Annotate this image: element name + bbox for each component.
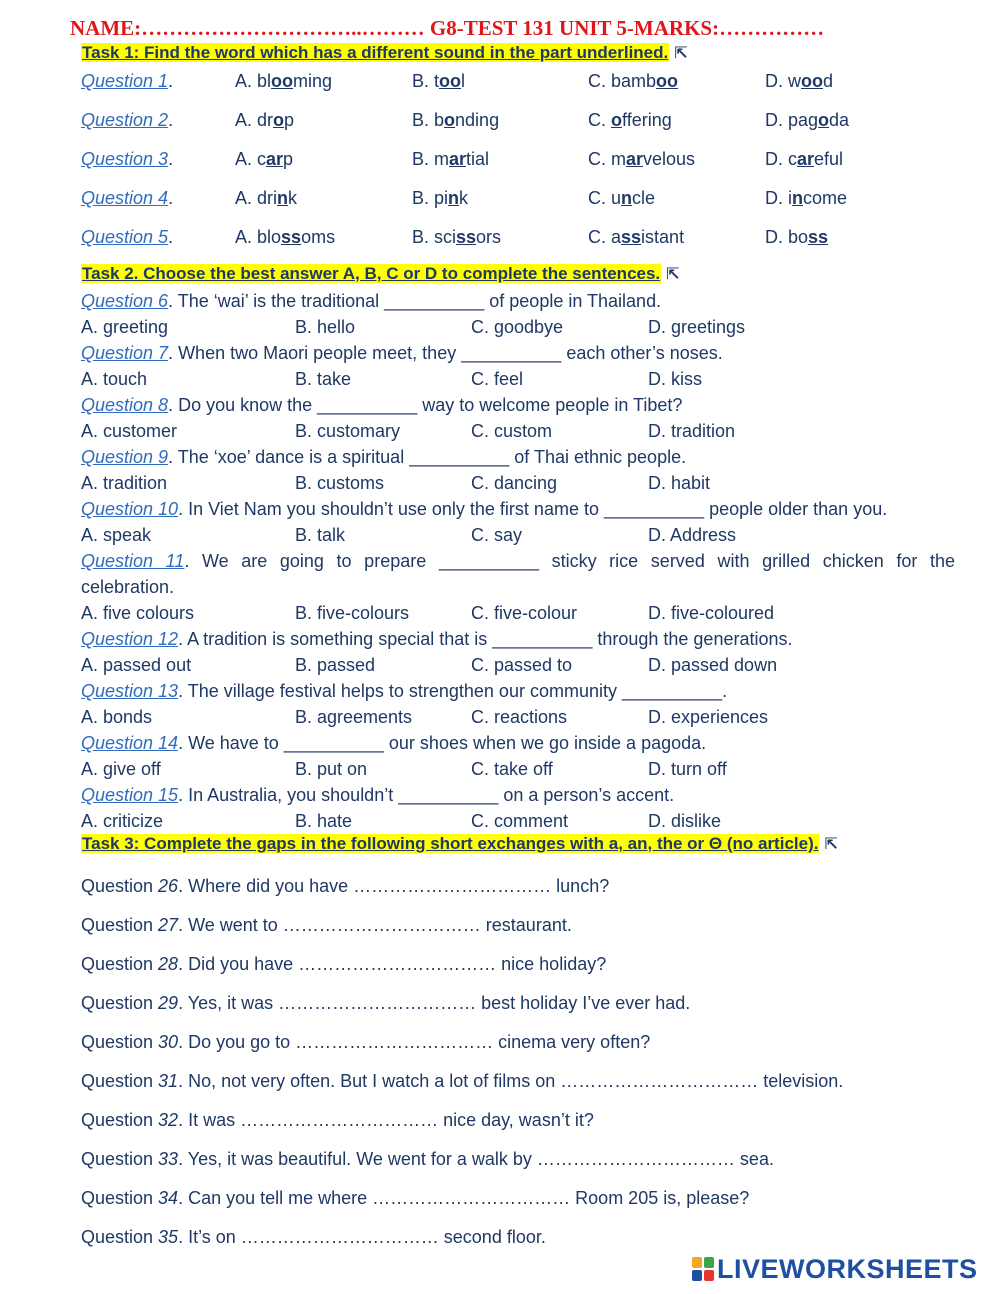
question-label[interactable]: Question 14 (81, 733, 179, 753)
question-label[interactable]: Question 8 (81, 395, 169, 415)
task3-title (81, 834, 838, 854)
answer-option[interactable]: D. five-coloured (648, 603, 775, 623)
answer-option[interactable]: C. custom (471, 421, 553, 441)
question-stem (81, 782, 674, 808)
underlined-sound: o (273, 110, 285, 130)
underlined-sound: ss (808, 227, 829, 247)
answer-option[interactable]: C. passed to (471, 655, 573, 675)
question-number: 28 (158, 954, 179, 974)
answer-options (81, 704, 955, 730)
answer-options (81, 522, 955, 548)
question-row (81, 69, 955, 93)
question-row (81, 225, 955, 249)
gap-fill-item[interactable]: Question 30. Do you go to …………………………… cinema very often? (81, 1032, 651, 1052)
answer-option[interactable]: C. bamboo (588, 71, 679, 91)
question-number: 30 (158, 1032, 179, 1052)
back-arrow-icon[interactable]: ⇱ (674, 45, 688, 62)
answer-option[interactable]: A. speak (81, 525, 152, 545)
logo-square-3 (692, 1270, 702, 1281)
answer-option[interactable]: B. passed (295, 655, 376, 675)
question-number: 33 (158, 1149, 179, 1169)
question-number: 29 (158, 993, 179, 1013)
answer-option[interactable]: C. take off (471, 759, 553, 779)
question-number: 31 (158, 1071, 179, 1091)
underlined-sound: o (444, 110, 456, 130)
answer-option[interactable]: A. give off (81, 759, 161, 779)
back-arrow-icon[interactable]: ⇱ (824, 836, 838, 853)
underlined-sound: ar (797, 149, 815, 169)
answer-option[interactable]: C. comment (471, 811, 569, 831)
task2-title (81, 264, 680, 284)
underlined-sound: n (448, 188, 460, 208)
answer-option[interactable]: C. marvelous (588, 149, 696, 169)
question-label[interactable]: Question 9 (81, 447, 169, 467)
question-label[interactable]: Question 15 (81, 785, 179, 805)
answer-options (81, 652, 955, 678)
answer-option[interactable]: A. customer (81, 421, 178, 441)
question-stem (81, 548, 955, 574)
question-link[interactable]: Question 5. (81, 227, 174, 247)
answer-options (81, 418, 955, 444)
answer-options (81, 314, 955, 340)
answer-option[interactable]: D. income (765, 188, 848, 208)
answer-options (81, 366, 955, 392)
question-text: . In Viet Nam you shouldn’t use only the first name to __________ people older than you. (178, 499, 888, 519)
answer-option[interactable]: A. five colours (81, 603, 195, 623)
underlined-sound: ar (449, 149, 467, 169)
answer-option[interactable]: B. put on (295, 759, 368, 779)
answer-option[interactable]: A. touch (81, 369, 148, 389)
answer-option[interactable]: B. hello (295, 317, 356, 337)
underlined-sound: oo (271, 71, 294, 91)
answer-option[interactable]: D. Address (648, 525, 737, 545)
question-label[interactable]: Question 11 (81, 551, 185, 571)
question-text: . When two Maori people meet, they __________ each other’s noses. (168, 343, 723, 363)
question-number: 35 (158, 1227, 179, 1247)
answer-option[interactable]: C. feel (471, 369, 524, 389)
answer-option[interactable]: D. greetings (648, 317, 746, 337)
question-text: . A tradition is something special that is __________ through the generations. (178, 629, 793, 649)
answer-option[interactable]: D. wood (765, 71, 834, 91)
question-stem (81, 288, 661, 314)
logo-square-4 (704, 1270, 714, 1281)
underlined-sound: ss (281, 227, 302, 247)
gap-fill-item[interactable]: Question 27. We went to …………………………… restaurant. (81, 915, 572, 935)
question-row (81, 186, 955, 210)
question-label[interactable]: Question 4 (81, 188, 169, 208)
answer-option[interactable]: B. take (295, 369, 352, 389)
gap-fill-item[interactable]: Question 29. Yes, it was …………………………… best holiday I’ve ever had. (81, 993, 691, 1013)
liveworksheets-logo[interactable] (692, 1254, 978, 1284)
question-text: . The village festival helps to strengthen our community __________. (178, 681, 728, 701)
answer-option[interactable]: B. tool (412, 71, 466, 91)
answer-option[interactable]: B. agreements (295, 707, 413, 727)
answer-option[interactable]: C. reactions (471, 707, 568, 727)
gap-fill-item[interactable]: Question 33. Yes, it was beautiful. We went for a walk by …………………………… sea. (81, 1149, 774, 1169)
question-label[interactable]: Question 5 (81, 227, 169, 247)
task2-title-text: Task 2. Choose the best answer A, B, C or D to complete the sentences. (82, 264, 661, 283)
question-number: 32 (158, 1110, 179, 1130)
answer-option[interactable]: D. dislike (648, 811, 722, 831)
answer-option[interactable]: C. five-colour (471, 603, 578, 623)
question-label[interactable]: Question 6 (81, 291, 169, 311)
answer-option[interactable]: B. five-colours (295, 603, 410, 623)
question-label[interactable]: Question 3 (81, 149, 169, 169)
answer-option[interactable]: D. careful (765, 149, 844, 169)
underlined-sound: ar (626, 149, 644, 169)
answer-option[interactable]: D. habit (648, 473, 711, 493)
answer-option[interactable]: A. greeting (81, 317, 169, 337)
question-label[interactable]: Question 12 (81, 629, 179, 649)
answer-option[interactable]: D. turn off (648, 759, 727, 779)
liveworksheets-logo-icon (692, 1257, 714, 1281)
answer-option[interactable]: B. martial (412, 149, 490, 169)
answer-option[interactable]: C. uncle (588, 188, 656, 208)
answer-option[interactable]: B. scissors (412, 227, 502, 247)
logo-square-2 (704, 1257, 714, 1268)
answer-option[interactable]: A. passed out (81, 655, 192, 675)
answer-option[interactable]: D. boss (765, 227, 829, 247)
question-text: . The ‘xoe’ dance is a spiritual __________ of Thai ethnic people. (168, 447, 687, 467)
question-label[interactable]: Question 10 (81, 499, 179, 519)
gap-fill-item[interactable]: Question 31. No, not very often. But I watch a lot of films on …………………………… television. (81, 1071, 844, 1091)
liveworksheets-brand: LIVEWORKSHEETS (717, 1253, 978, 1284)
answer-option[interactable]: D. kiss (648, 369, 702, 389)
question-link[interactable]: Question 2. (81, 110, 174, 130)
question-stem (81, 444, 686, 470)
answer-option[interactable]: B. talk (295, 525, 346, 545)
answer-option[interactable]: C. dancing (471, 473, 558, 493)
question-text: . We have to __________ our shoes when we go inside a pagoda. (178, 733, 707, 753)
question-label[interactable]: Question 1 (81, 71, 169, 91)
answer-option[interactable]: A. carp (235, 149, 294, 169)
back-arrow-icon[interactable]: ⇱ (666, 266, 680, 283)
answer-option[interactable]: D. experiences (648, 707, 769, 727)
answer-option[interactable]: A. drop (235, 110, 295, 130)
question-link[interactable]: Question 4. (81, 188, 174, 208)
question-link[interactable]: Question 1. (81, 71, 174, 91)
answer-option[interactable]: D. tradition (648, 421, 736, 441)
answer-options (81, 600, 955, 626)
answer-options (81, 756, 955, 782)
question-text: . In Australia, you shouldn’t __________ on a person’s accent. (178, 785, 675, 805)
answer-option[interactable]: B. hate (295, 811, 353, 831)
answer-option[interactable]: A. drink (235, 188, 298, 208)
answer-option[interactable]: D. passed down (648, 655, 778, 675)
gap-fill-item[interactable]: Question 35. It’s on …………………………… second floor. (81, 1227, 546, 1247)
underlined-sound: o (611, 110, 623, 130)
answer-option[interactable]: B. bonding (412, 110, 500, 130)
answer-option[interactable]: B. pink (412, 188, 469, 208)
task1-title (81, 43, 688, 63)
question-link[interactable]: Question 3. (81, 149, 174, 169)
answer-option[interactable]: A. tradition (81, 473, 168, 493)
question-stem (81, 626, 793, 652)
gap-fill-item[interactable]: Question 34. Can you tell me where …………………………… Room 205 is, please? (81, 1188, 750, 1208)
question-stem (81, 340, 723, 366)
answer-option[interactable]: A. blooming (235, 71, 333, 91)
question-label[interactable]: Question 2 (81, 110, 169, 130)
underlined-sound: ss (621, 227, 642, 247)
answer-options (81, 470, 955, 496)
question-number: 26 (158, 876, 179, 896)
answer-option[interactable]: D. pagoda (765, 110, 850, 130)
underlined-sound: oo (656, 71, 679, 91)
answer-option[interactable]: C. goodbye (471, 317, 564, 337)
question-text: . Do you know the __________ way to welcome people in Tibet? (168, 395, 683, 415)
question-stem-continued: celebration. (81, 577, 175, 597)
answer-option[interactable]: B. customary (295, 421, 401, 441)
answer-option[interactable]: C. say (471, 525, 523, 545)
question-label[interactable]: Question 7 (81, 343, 169, 363)
answer-option[interactable]: A. criticize (81, 811, 164, 831)
question-stem (81, 392, 682, 418)
answer-option[interactable]: A. blossoms (235, 227, 336, 247)
test-header: NAME:…………………………..……… G8-TEST 131 UNIT 5-MARKS:…………… (70, 16, 825, 40)
underlined-sound: oo (801, 71, 823, 91)
underlined-sound: n (277, 188, 289, 208)
underlined-sound: ss (456, 227, 477, 247)
question-label[interactable]: Question 13 (81, 681, 179, 701)
answer-option[interactable]: B. customs (295, 473, 385, 493)
answer-option[interactable]: A. bonds (81, 707, 153, 727)
task1-title-text: Task 1: Find the word which has a different sound in the part underlined. (82, 43, 669, 62)
question-text: . The ‘wai’ is the traditional __________ of people in Thailand. (168, 291, 662, 311)
underlined-sound: n (792, 188, 803, 208)
answer-option[interactable]: C. assistant (588, 227, 685, 247)
gap-fill-item[interactable]: Question 28. Did you have …………………………… nice holiday? (81, 954, 607, 974)
underlined-sound: ar (266, 149, 284, 169)
question-number: 27 (158, 915, 179, 935)
question-stem (81, 496, 887, 522)
question-stem (81, 678, 727, 704)
question-text: . We are going to prepare __________ sticky rice served with grilled chicken for the (184, 551, 956, 571)
answer-options (81, 808, 955, 834)
gap-fill-item[interactable]: Question 26. Where did you have …………………………… lunch? (81, 876, 610, 896)
answer-option[interactable]: C. offering (588, 110, 672, 130)
underlined-sound: oo (439, 71, 462, 91)
task3-title-text: Task 3: Complete the gaps in the following short exchanges with a, an, the or Θ (no article). (82, 834, 819, 853)
underlined-sound: o (818, 110, 830, 130)
logo-square-1 (692, 1257, 702, 1268)
question-number: 34 (158, 1188, 179, 1208)
question-stem (81, 730, 706, 756)
question-row (81, 108, 955, 132)
question-row (81, 147, 955, 171)
underlined-sound: n (621, 188, 633, 208)
gap-fill-item[interactable]: Question 32. It was …………………………… nice day, wasn’t it? (81, 1110, 594, 1130)
